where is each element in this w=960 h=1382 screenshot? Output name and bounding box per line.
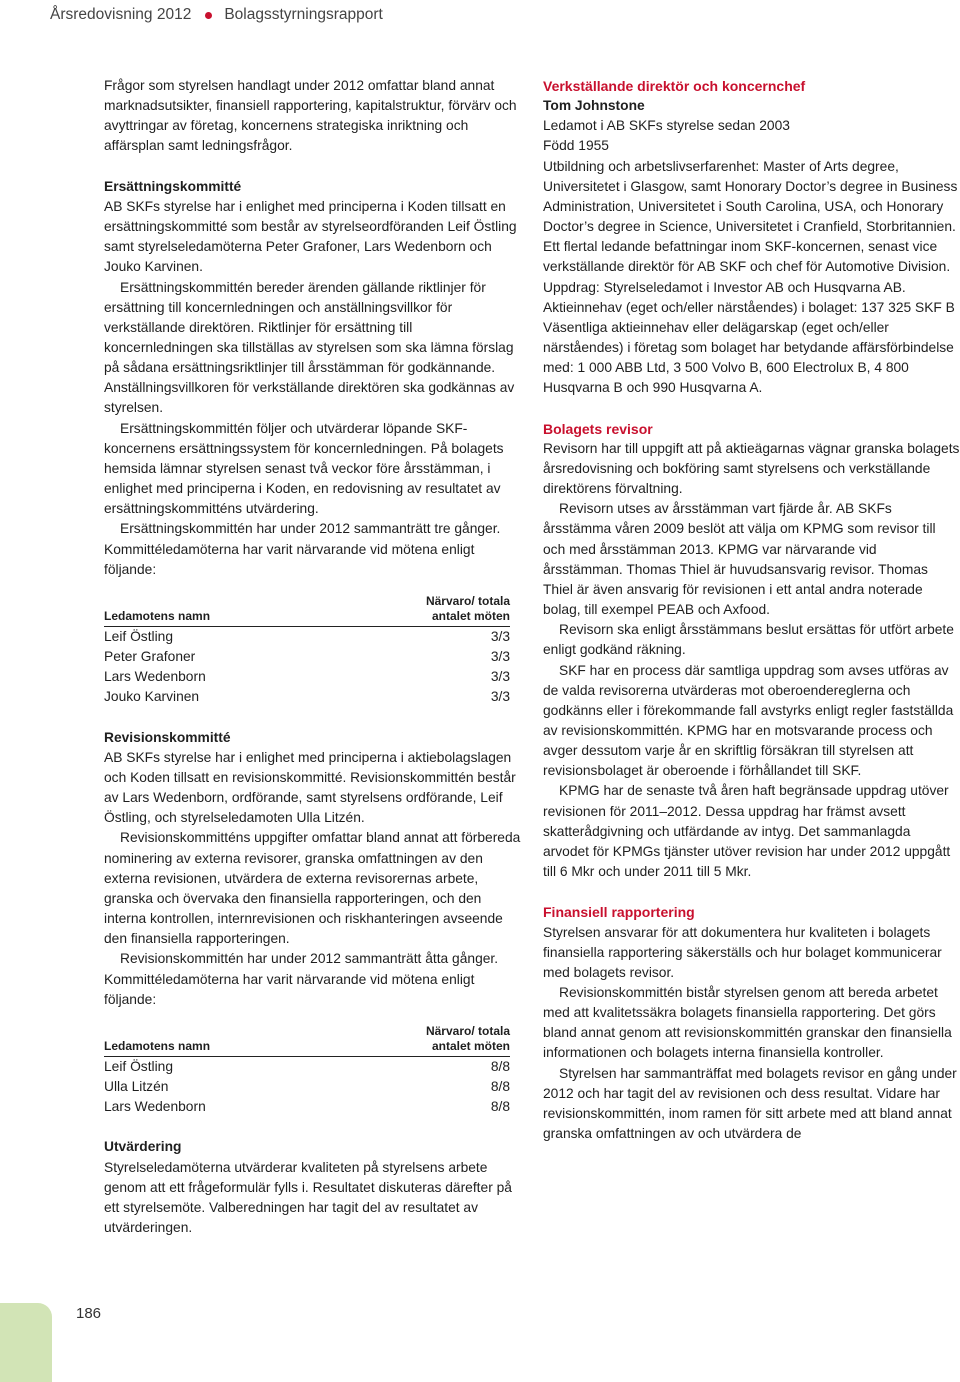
member-name: Leif Östling <box>104 628 174 644</box>
table-row <box>104 626 510 647</box>
auditor-paragraph-5: KPMG har de senaste två åren haft begränsade uppdrag utöver revisionen för 2011–2012. Dessa uppdrag har främst avsett skatterådgivning och utfärdande av intyg. Det sammanlagda arvodet för KPMGs tjänster utöver revision har under 2012 uppgått till 6 Mkr och under 2011 till 5 Mkr. <box>543 783 951 880</box>
evaluation-heading: Utvärdering <box>104 1139 182 1155</box>
member-name: Lars Wedenborn <box>104 669 206 685</box>
table-row <box>104 1097 510 1117</box>
running-header <box>50 4 383 26</box>
bullet-dot-icon <box>205 12 212 19</box>
ceo-board-since: Ledamot i AB SKFs styrelse sedan 2003 <box>543 118 790 134</box>
attendance-col-header-line1: Närvaro/ totala <box>425 1023 510 1038</box>
auditor-paragraph-4: SKF har en process där samtliga uppdrag som avses utföras av de valda revisorerna utvärderas mot oberoendereglerna och godkänns eller i förekommande fall avstyrks enligt regler fastställda av revisionskommittén. KPMG har en motsvarande process och avger dessutom varje år en skriftlig försäkran till styrelsen att revisionsbolaget är oberoende i förhållandet till SKF. <box>543 662 954 779</box>
attendance-value: 3/3 <box>490 649 510 665</box>
attendance-value: 3/3 <box>490 689 510 705</box>
ceo-significant-holdings: Väsentliga aktieinnehav eller delägarskap (eget och/eller närståendes) i företag som bolaget har betydande affärsförbindelse med: 1 000 ABB Ltd, 3 500 Volvo B, 600 Electrolux B, 4 800 Husqvarna B och 990 Husqvarna A. <box>543 319 954 396</box>
name-col-header: Ledamotens namn <box>104 1039 330 1057</box>
auditor-heading: Bolagets revisor <box>543 420 653 437</box>
compensation-paragraph-3: Ersättningskommittén följer och utvärderar löpande SKF-koncernens ersättningssystem för koncernledningen. På bolagets hemsida lämnar styrelsen senast två veckor före årsstämman, i enlighet med principerna i Koden, en redovisning av resultatet av ersättningskommitténs utvärdering. <box>104 420 504 517</box>
table-row <box>104 647 510 667</box>
attendance-value: 8/8 <box>490 1079 510 1094</box>
table-row <box>104 687 510 707</box>
audit-paragraph-2: Revisionskommitténs uppgifter omfattar bland annat att förbereda nominering av externa revisorer, granska omfattningen av den externa revisionen, utvärdera de externa revisorernas arbete, granska och övervaka den finansiella rapporteringen, och den interna kontrollen, internrevisionen och riskhanteringen avseende den finansiella rapporteringen. <box>104 830 521 947</box>
ceo-born: Född 1955 <box>543 138 609 154</box>
member-name: Leif Östling <box>104 1058 174 1074</box>
compensation-committee-heading: Ersättningskommitté <box>104 178 242 194</box>
attendance-col-header-line1: Närvaro/ totala <box>425 593 510 608</box>
ceo-education: Utbildning och arbetslivserfarenhet: Master of Arts degree, Universitetet i Glasgow, samt Honorary Doctor’s degree in Business Administration, Universitetet i South Carolina, USA, och Honorary Doctor’s degree in Science, Universitetet i Cranfield, Storbritannien. Ett flertal ledande befattningar inom SKF-koncernen, senast vice verkställande direktör för AB SKF och chef för Automotive Division. <box>543 158 958 275</box>
auditor-paragraph-3: Revisorn ska enligt årsstämmans beslut ersättas för utfört arbete enligt godkänd räkning. <box>543 622 954 658</box>
ceo-assignments: Uppdrag: Styrelseledamot i Investor AB och Husqvarna AB. <box>543 279 906 295</box>
member-name: Lars Wedenborn <box>104 1099 206 1115</box>
table-row <box>104 1077 510 1097</box>
attendance-value: 8/8 <box>490 1058 510 1074</box>
auditor-paragraph-2: Revisorn utses av årsstämman vart fjärde år. AB SKFs årsstämma våren 2009 beslöt att välja om KPMG som revisor till och med årsstämman 2013. KPMG var närvarande vid årsstämman. Thomas Thiel är huvudsansvarig revisor. Thomas Thiel är även ansvarig för revisionen i ett antal andra noterade bolag, till exempel PEAB och Axfood. <box>543 501 936 618</box>
table-row <box>104 667 510 687</box>
attendance-value: 8/8 <box>490 1099 510 1115</box>
attendance-value: 3/3 <box>490 628 510 644</box>
audit-committee-heading: Revisionskommitté <box>104 729 231 745</box>
ceo-heading: Verkställande direktör och koncernchef <box>543 78 806 94</box>
right-column <box>543 76 960 1144</box>
audit-paragraph-1: AB SKFs styrelse har i enlighet med principerna i aktiebolagslagen och Koden tillsatt en revisionskommitté. Revisionskommittén består av Lars Wedenborn, ordförande, samt styrelsens ordförande, Leif Östling, och styrelseledamoten Ulla Litzén. <box>104 749 516 826</box>
compensation-attendance-table <box>104 594 510 708</box>
name-col-header: Ledamotens namn <box>104 609 330 627</box>
member-name: Peter Grafoner <box>104 649 196 665</box>
report-title: Årsredovisning 2012 <box>50 6 192 23</box>
member-name: Jouko Karvinen <box>104 689 200 705</box>
financial-reporting-heading: Finansiell rapportering <box>543 904 695 921</box>
compensation-paragraph-4: Ersättningskommittén har under 2012 sammanträtt tre gånger. Kommittéledamöterna har varit närvarande vid mötena enligt följande: <box>104 521 501 577</box>
ceo-shareholding: Aktieinnehav (eget och/eller närståendes) i bolaget: 137 325 SKF B <box>543 299 955 315</box>
financial-paragraph-3: Styrelsen har sammanträffat med bolagets revisor en gång under 2012 och har tagit del av revisionen och dess resultat. Vidare har revisionskommittén, inom ramen för sitt arbete med att bland annat granska omfattningen av och utvärdera de <box>543 1065 957 1142</box>
section-title: Bolagsstyrningsrapport <box>224 6 383 23</box>
page-tab-decoration <box>0 1303 52 1382</box>
attendance-value: 3/3 <box>490 669 510 685</box>
audit-attendance-table <box>104 1024 510 1117</box>
attendance-col-header-line2: antalet möten <box>330 609 510 627</box>
page-number: 186 <box>76 1305 102 1322</box>
compensation-paragraph-2: Ersättningskommittén bereder ärenden gällande riktlinjer för ersättning till koncernledningen och anställningsvillkor för verkställande direktören. Riktlinjer för ersättning till koncernledningen ska tillställas av styrelsen som ska lämna förslag på sådana ersättningsriktlinjer till årsstämman för godkännande. Anställningsvillkoren för verkställande direktören ska godkännas av styrelsen. <box>104 279 515 416</box>
intro-paragraph: Frågor som styrelsen handlagt under 2012 omfattar bland annat marknadsutsikter, finansiell rapportering, kapitalstruktur, förvärv och avyttringar av företag, koncernens strategiska inriktning och affärsplan samt ledningsfrågor. <box>104 78 517 154</box>
evaluation-paragraph: Styrelseledamöterna utvärderar kvaliteten på styrelsens arbete genom att ett frågeformulär fylls i. Resultatet diskuteras därefter på ett styrelsemöte. Valberedningen har tagit del av resultatet av utvärderingen. <box>104 1159 512 1236</box>
auditor-paragraph-1: Revisorn har till uppgift att på aktieägarnas vägnar granska bolagets årsredovisning och bokföring samt styrelsens och verkställande direktörens förvaltning. <box>543 440 960 497</box>
member-name: Ulla Litzén <box>104 1079 169 1094</box>
attendance-col-header-line2: antalet möten <box>330 1039 510 1057</box>
financial-paragraph-1: Styrelsen ansvarar för att dokumentera hur kvaliteten i bolagets finansiella rapportering säkerställs och hur bolaget kommunicerar med bolagets revisor. <box>543 924 942 980</box>
audit-paragraph-3: Revisionskommittén har under 2012 sammanträtt åtta gånger. Kommittéledamöterna har varit närvarande vid mötena enligt följande: <box>104 951 499 1007</box>
financial-paragraph-2: Revisionskommittén bistår styrelsen genom att bereda arbetet med att kvalitetssäkra bolagets finansiella rapportering. Det görs bland annat genom att revisionskommittén granskar den finansiella informationen och bolagets interna finansiella kontroller. <box>543 985 952 1061</box>
table-row <box>104 1056 510 1077</box>
left-column <box>104 76 524 1238</box>
compensation-paragraph-1: AB SKFs styrelse har i enlighet med principerna i Koden tillsatt en ersättningskommitté som består av styrelseordföranden Leif Östling samt styrelseledamöterna Peter Grafoner, Lars Wedenborn och Jouko Karvinen. <box>104 198 517 275</box>
ceo-name: Tom Johnstone <box>543 98 645 114</box>
